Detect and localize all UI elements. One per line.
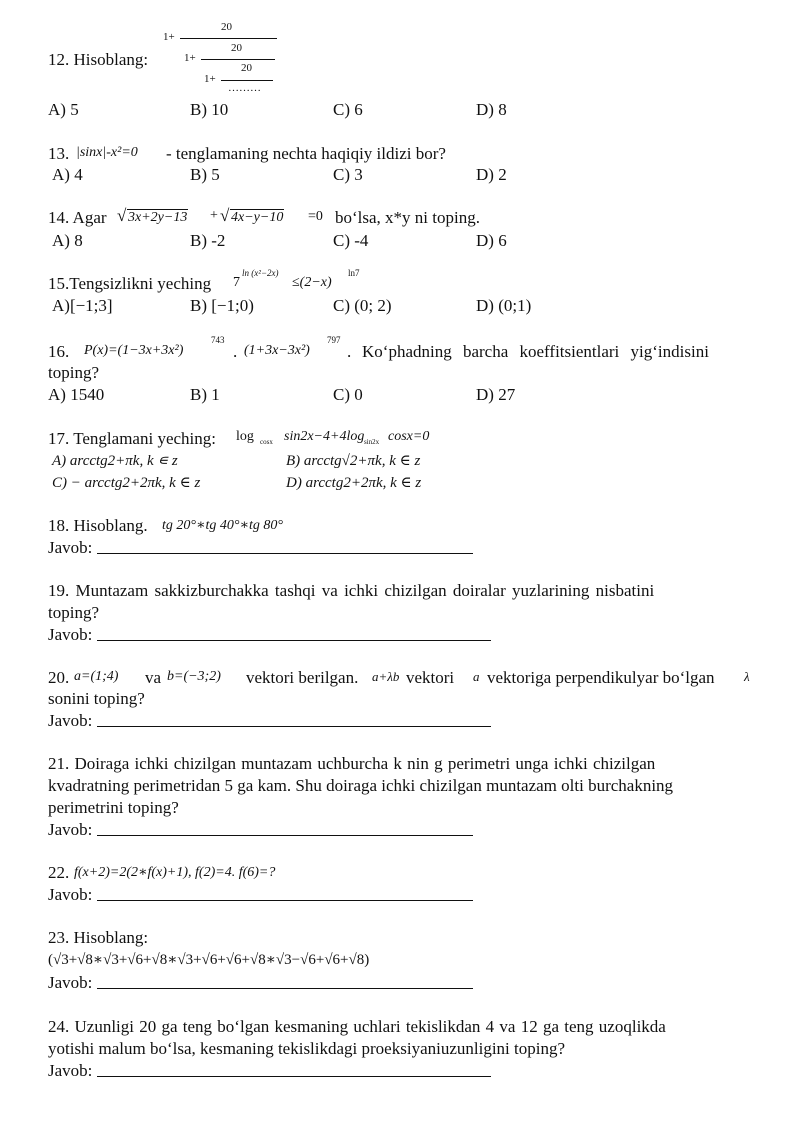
- q22-answer-label: Javob:: [48, 885, 93, 904]
- q12-fraction-bar-1: [180, 38, 277, 39]
- q13-text: - tenglamaning nechta haqiqiy ildizi bor?: [166, 144, 446, 163]
- q20-number: 20.: [48, 668, 70, 687]
- q20-text-2: vektori: [406, 668, 455, 687]
- q20-vector-a: a=(1;4): [74, 669, 119, 684]
- q19-answer-line[interactable]: [97, 640, 491, 641]
- q13-option-b: B) 5: [190, 165, 220, 184]
- q21-text-3: perimetrini toping?: [48, 798, 179, 817]
- q12-numerator-3: 20: [241, 62, 252, 74]
- q14-prefix: 14. Agar: [48, 208, 107, 227]
- q24-text-2: yotishi malum bo‘lsa, kesmaning tekislikdagi proeksiyaniuzunligini toping?: [48, 1039, 566, 1058]
- q24-answer-label: Javob:: [48, 1061, 93, 1080]
- q17-log-base-2: sin2x: [364, 438, 380, 446]
- q12-numerator-2: 20: [231, 42, 242, 54]
- q16-polynomial-1: P(x)=(1−3x+3x²): [84, 343, 184, 358]
- q24-answer-line[interactable]: [97, 1076, 491, 1077]
- q12-one-2: 1+: [184, 52, 196, 64]
- q12-one-1: 1+: [163, 31, 175, 43]
- q16-option-b: B) 1: [190, 385, 220, 404]
- q12-one-3: 1+: [204, 73, 216, 85]
- q23-expression: (√3+√8∗√3+√6+√8∗√3+√6+√6+√8∗√3−√6+√6+√8): [48, 952, 370, 968]
- q14-text: bo‘lsa, x*y ni toping.: [335, 208, 480, 227]
- q15-exponent-2: ln7: [348, 268, 360, 278]
- q14-root1-sign: √: [117, 206, 127, 225]
- q24-text-1: 24. Uzunligi 20 ga teng bo‘lgan kesmaning uchlari tekislikdan 4 va 12 ga teng uzoqlikda: [48, 1017, 666, 1036]
- q15-option-d: D) (0;1): [476, 296, 532, 315]
- q13-option-d: D) 2: [476, 165, 507, 184]
- q15-option-c: C) (0; 2): [333, 296, 392, 315]
- q15-exponent: ln (x²−2x): [242, 268, 279, 278]
- q18-answer-label: Javob:: [48, 538, 93, 557]
- q23-label: 23. Hisoblang:: [48, 928, 149, 947]
- q19-text-2: toping?: [48, 603, 99, 622]
- q14-root2-sign: √: [220, 206, 230, 225]
- q14-option-a: A) 8: [52, 231, 83, 250]
- q15-option-b: B) [−1;0): [190, 296, 254, 315]
- q22-number: 22.: [48, 863, 70, 882]
- q14-option-c: C) -4: [333, 231, 369, 250]
- q20-text-3: vektoriga perpendikulyar bo‘lgan: [487, 668, 715, 687]
- q22-answer-line[interactable]: [97, 900, 473, 901]
- q12-fraction-bar-2: [201, 59, 275, 60]
- q16-text: Ko‘phadning barcha koeffitsientlari yig‘indisini: [362, 342, 709, 361]
- q13-number: 13.: [48, 144, 70, 163]
- q14-plus: +: [210, 208, 218, 223]
- q17-option-a: A) arcctg2+πk, k ∊ z: [52, 453, 178, 469]
- q15-relation: ≤(2−x): [292, 275, 332, 290]
- q20-answer-label: Javob:: [48, 711, 93, 730]
- q17-middle: sin2x−4+4log: [284, 429, 365, 444]
- q16-polynomial-2: (1+3x−3x²): [244, 343, 310, 358]
- q12-label: 12. Hisoblang:: [48, 50, 149, 69]
- q13-option-c: C) 3: [333, 165, 363, 184]
- q21-answer-line[interactable]: [97, 835, 473, 836]
- q14-option-d: D) 6: [476, 231, 507, 250]
- q16-exponent-2: 797: [327, 335, 341, 345]
- q12-option-a: A) 5: [48, 100, 79, 119]
- q17-tail: cosx=0: [388, 429, 430, 444]
- q12-dots: ………: [228, 82, 261, 94]
- q12-option-d: D) 8: [476, 100, 507, 119]
- q15-base: 7: [233, 275, 240, 290]
- q20-text-4: sonini toping?: [48, 689, 145, 708]
- q20-text-1: vektori berilgan.: [246, 668, 359, 687]
- q12-fraction-bar-3: [221, 80, 273, 81]
- q16-option-d: D) 27: [476, 385, 516, 404]
- q18-label: 18. Hisoblang.: [48, 516, 148, 535]
- q19-answer-label: Javob:: [48, 625, 93, 644]
- q14-root1: 3x+2y−13: [128, 210, 188, 225]
- q21-text-1: 21. Doiraga ichki chizilgan muntazam uchburcha k nin g perimetri unga ichki chizilgan: [48, 754, 656, 773]
- q20-answer-line[interactable]: [97, 726, 491, 727]
- q16-text-2: toping?: [48, 363, 99, 382]
- q22-expression: f(x+2)=2(2∗f(x)+1), f(2)=4. f(6)=?: [74, 865, 276, 880]
- q12-option-c: C) 6: [333, 100, 363, 119]
- q17-log-base-1: cosx: [260, 438, 273, 446]
- q17-option-b: B) arcctg√2+πk, k ∈ z: [286, 453, 421, 469]
- q18-expression: tg 20°∗tg 40°∗tg 80°: [162, 518, 283, 533]
- q20-a: a: [473, 669, 480, 684]
- q23-answer-label: Javob:: [48, 973, 93, 992]
- q16-number: 16.: [48, 342, 70, 361]
- q21-text-2: kvadratning perimetridan 5 ga kam. Shu doiraga ichki chizilgan muntazam olti burchakning: [48, 776, 674, 795]
- q23-answer-line[interactable]: [97, 988, 473, 989]
- q21-answer-label: Javob:: [48, 820, 93, 839]
- q12-option-b: B) 10: [190, 100, 229, 119]
- q16-option-c: C) 0: [333, 385, 363, 404]
- q14-equals: =0: [308, 209, 323, 224]
- q14-option-b: B) -2: [190, 231, 226, 250]
- q20-and: va: [145, 668, 162, 687]
- q14-root2: 4x−y−10: [231, 210, 284, 225]
- q20-combination: a+λb: [372, 669, 400, 684]
- q17-log-1: log: [236, 429, 254, 444]
- q15-label: 15.Tengsizlikni yeching: [48, 274, 212, 293]
- q20-vector-b: b=(−3;2): [167, 669, 221, 684]
- q19-text-1: 19. Muntazam sakkizburchakka tashqi va ichki chizilgan doiralar yuzlarining nisbatini: [48, 581, 655, 600]
- q18-answer-line[interactable]: [97, 553, 473, 554]
- q15-option-a: A)[−1;3]: [52, 296, 113, 315]
- q17-label: 17. Tenglamani yeching:: [48, 429, 216, 448]
- q12-numerator-1: 20: [221, 21, 232, 33]
- q17-option-d: D) arcctg2+2πk, k ∈ z: [286, 475, 422, 491]
- q16-exponent-1: 743: [211, 335, 225, 345]
- q16-option-a: A) 1540: [48, 385, 105, 404]
- q13-equation: |sinx|-x²=0: [76, 145, 138, 160]
- q20-lambda: λ: [744, 669, 750, 684]
- q13-option-a: A) 4: [52, 165, 83, 184]
- q17-option-c: C) − arcctg2+2πk, k ∈ z: [52, 475, 201, 491]
